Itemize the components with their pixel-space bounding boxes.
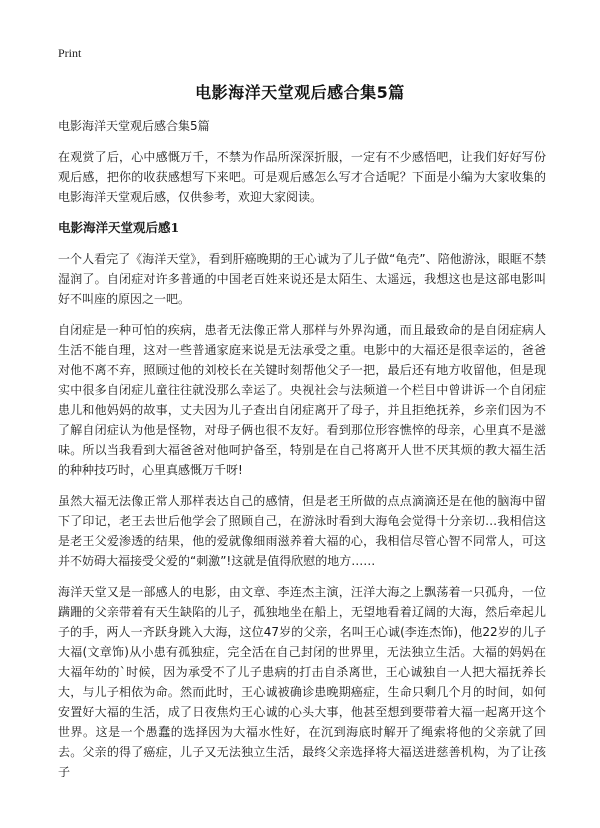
- document-body: [58, 116, 546, 793]
- body-paragraph: 一个人看完了《海洋天堂》，看到肝癌晚期的王心诚为了儿子做“龟壳”、陪他游泳，眼眶不禁湿润了。自闭症对许多普通的中国老百姓来说还是太陌生、太遥远，我想这也是这部电影叫好不叫座的原因之一吧。: [58, 252, 546, 306]
- body-paragraph: 虽然大福无法像正常人那样表达自己的感情，但是老王所做的点点滴滴还是在他的脑海中留下了印记，老王去世后他学会了照顾自己，在游泳时看到大海龟会觉得十分亲切…我相信这是老王父爱渗透的结果，他的爱就像细雨滋养着大福的心，我相信尽管心智不同常人，可这并不妨碍大福接受父爱的“刺激”!这就是值得欣慰的地方……: [58, 494, 546, 568]
- intro-paragraph: 在观赏了后，心中感慨万千，不禁为作品所深深折服，一定有不少感悟吧，让我们好好写份观后感，把你的收获感想写下来吧。可是观后感怎么写才合适呢？下面是小编为大家收集的电影海洋天堂观后感，仅供参考，欢迎大家阅读。: [58, 150, 546, 204]
- section-heading: 电影海洋天堂观后感1: [58, 220, 180, 235]
- print-label: Print: [58, 46, 82, 60]
- document-title: 电影海洋天堂观后感合集5篇: [195, 83, 405, 102]
- body-paragraph: 自闭症是一种可怕的疾病，患者无法像正常人那样与外界沟通，而且最致命的是自闭症病人生活不能自理，这对一些普通家庭来说是无法承受之重。电影中的大福还是很幸运的，爸爸对他不离不弃，照顾过他的刘校长在关键时刻帮他父子一把，最后还有地方收留他，但是现实中很多自闭症儿童往往就没那么幸运了。央视社会与法频道一个栏目中曾讲诉一个自闭症患儿和他妈妈的故事，丈夫因为儿子查出自闭症离开了母子，并且拒绝抚养，乡亲们因为不了解自闭症认为他是怪物，对母子俩也很不友好。看到那位形容憔悴的母亲，心里真不是滋味。所以当我看到大福爸爸对他呵护备至，特别是在自己将离开人世不厌其烦的教大福生活的种种技巧时，心里真感慨万千呀!: [58, 323, 546, 477]
- body-paragraph: 海洋天堂又是一部感人的电影，由文章、李连杰主演，汪洋大海之上飘荡着一只孤舟，一位蹒跚的父亲带着有天生缺陷的儿子，孤独地坐在船上，无望地看着辽阔的大海，然后牵起儿子的手，两人一齐跃身跳入大海，这位47岁的父亲，名叫王心诚(李连杰饰)，他22岁的儿子大福(文章饰)从小患有孤独症，完全活在自己封闭的世界里，无法独立生活。大福的妈妈在大福年幼的`时候，因为承受不了儿子患病的打击自杀离世，王心诚独自一人把大福抚养长大，与儿子相依为命。然而此时，王心诚被确诊患晚期癌症，生命只剩几个月的时间，如何安置好大福的生活，成了日夜焦灼王心诚的心头大事，他甚至想到要带着大福一起离开这个世界。这是一个愚蠢的选择因为大福水性好，在沉到海底时解开了绳索将他的父亲就了回去。父亲的得了癌症，儿子又无法独立生活，最终父亲选择将大福送进慈善机构，为了让孩子: [58, 585, 546, 779]
- document-subtitle: 电影海洋天堂观后感合集5篇: [58, 119, 210, 133]
